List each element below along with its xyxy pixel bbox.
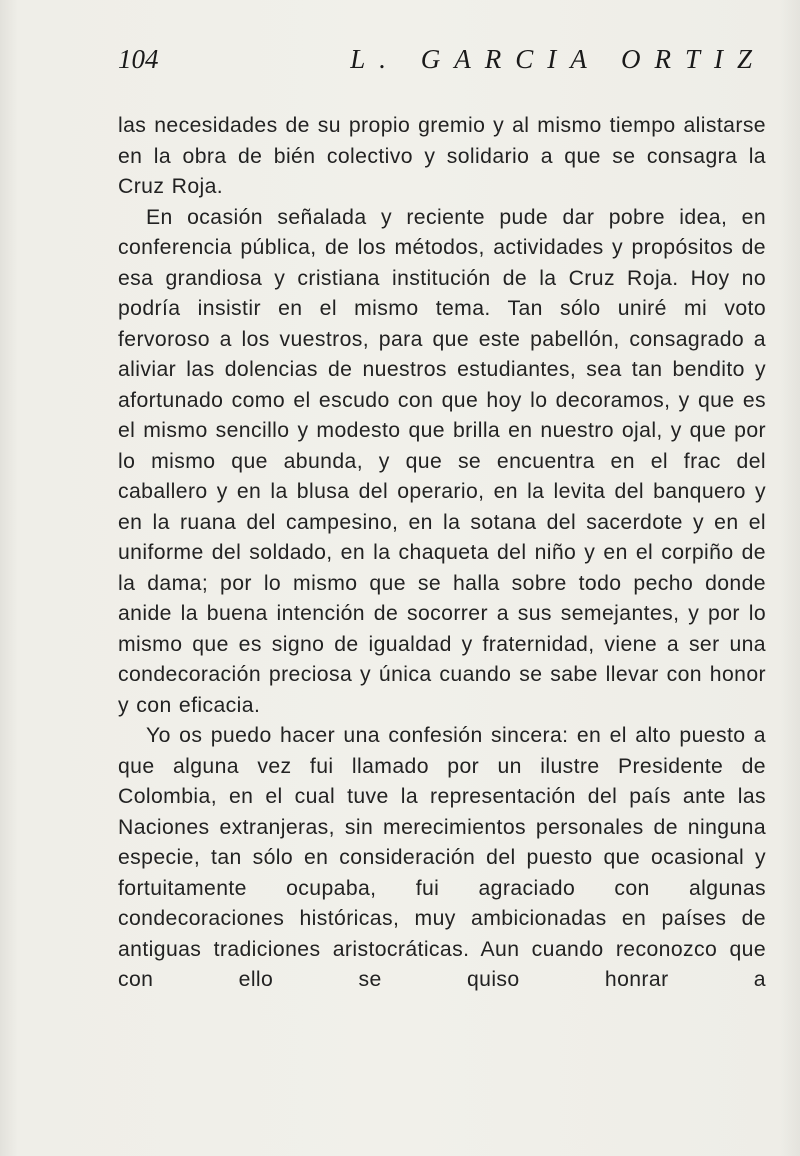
page-header xyxy=(118,44,766,84)
paragraph-3: Yo os puedo hacer una confesión sincera: en el alto puesto a que alguna vez fui llamado por un ilustre Presidente de Colombia, en el cual tuve la representación del país ante las Naciones extranjeras, sin merecimientos personales de ninguna especie, tan sólo en consideración del puesto que ocasional y fortuitamente ocupaba, fui agraciado con algunas condecoraciones históricas, muy ambicionadas en países de antiguas tradiciones aristocráticas. Aun cuando reconozco que con ello se quiso honrar a xyxy=(118,724,766,991)
running-title: L. GARCIA ORTIZ xyxy=(350,44,766,74)
paragraph-1: las necesidades de su propio gremio y al mismo tiempo alistarse en la obra de bién colectivo y solidario a que se consagra la Cruz Roja. xyxy=(118,114,766,198)
body-text xyxy=(118,111,766,996)
paragraph-2: En ocasión señalada y reciente pude dar pobre idea, en conferencia pública, de los métodos, actividades y propósitos de esa grandiosa y cristiana institución de la Cruz Roja. Hoy no podría insistir en el mismo tema. Tan sólo uniré mi voto fervoroso a los vuestros, para que este pabellón, consagrado a aliviar las dolencias de nuestros estudiantes, sea tan bendito y afortunado como el escudo con que hoy lo decoramos, y que es el mismo sencillo y modesto que brilla en nuestro ojal, y que por lo mismo que abunda, y que se encuentra en el frac del caballero y en la blusa del operario, en la levita del banquero y en la ruana del campesino, en la sotana del sacerdote y en el uniforme del soldado, en la chaqueta del niño y en el corpiño de la dama; por lo mismo que se halla sobre todo pecho donde anide la buena intención de socorrer a sus semejantes, y por lo mismo que es signo de igualdad y fraternidad, viene a ser una condecoración preciosa y única cuando se sabe llevar con honor y con eficacia. xyxy=(118,205,766,717)
page-number: 104 xyxy=(118,44,159,74)
